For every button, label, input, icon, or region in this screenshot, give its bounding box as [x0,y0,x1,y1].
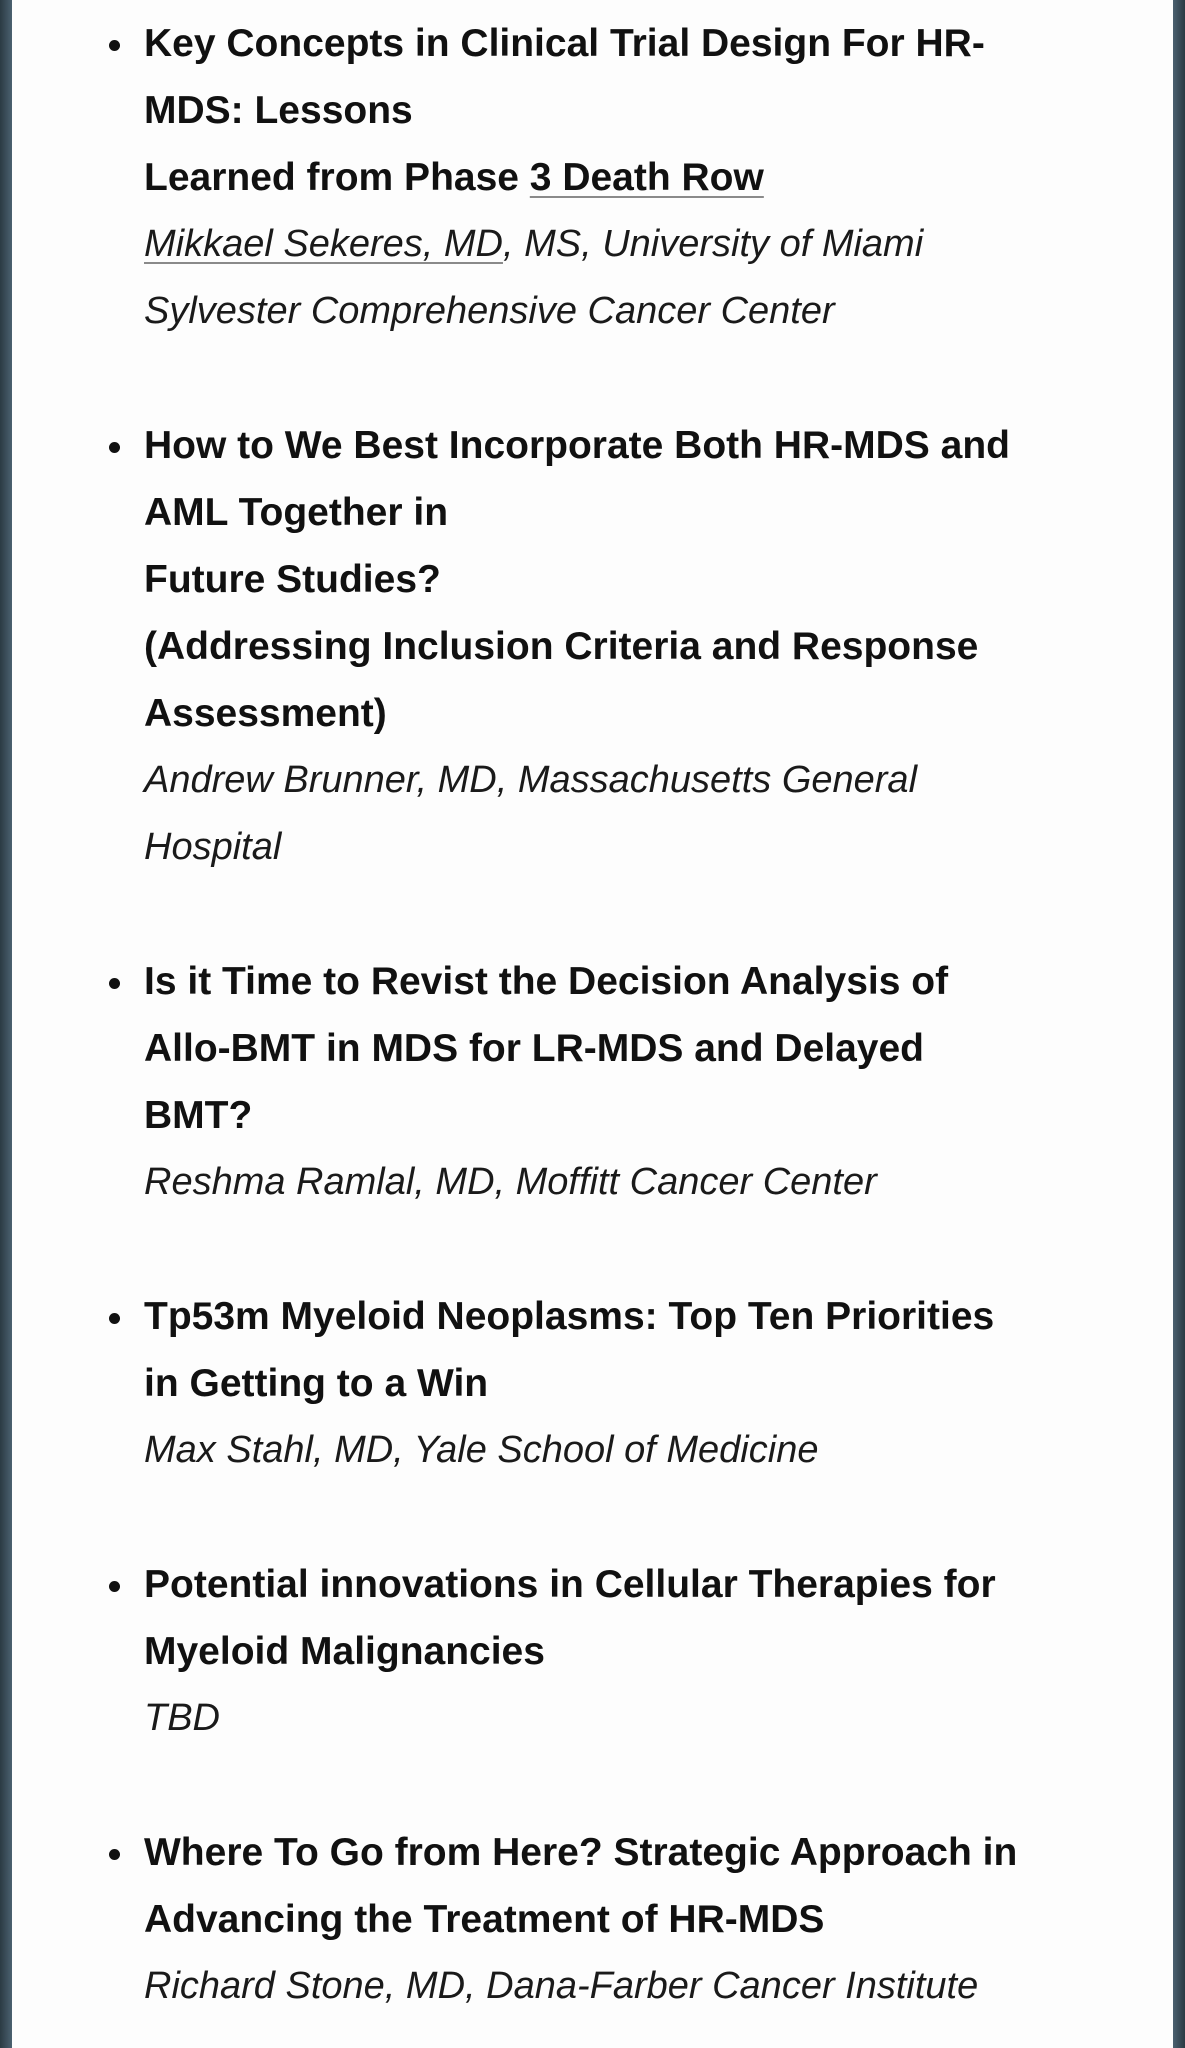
title-line: Tp53m Myeloid Neoplasms: Top Ten Priorities [144,1295,995,1338]
session-item-5 [144,1551,1134,1752]
title-line: Future Studies? [144,558,441,601]
title-line: Is it Time to Revist the Decision Analysis of [144,960,949,1003]
session-title [144,1551,1134,1685]
speaker-link[interactable]: Mikkael Sekeres, MD [144,223,503,265]
title-line: Allo-BMT in MDS for LR-MDS and Delayed [144,1027,924,1070]
speaker-line [144,211,1134,278]
speaker-info [144,1685,1134,1752]
title-line: AML Together in [144,491,449,534]
title-line [144,144,1134,211]
session-title [144,1819,1134,1953]
title-line: Myeloid Malignancies [144,1630,545,1673]
speaker-affiliation: , MS, University of Miami [502,223,924,265]
speaker-info [144,747,1134,881]
speaker-line: Hospital [144,826,282,868]
title-line: How to We Best Incorporate Both HR-MDS and [144,424,1010,467]
speaker-line: Richard Stone, MD, Dana-Farber Cancer Institute [144,1965,979,2007]
speaker-line: TBD [144,1697,220,1739]
title-line: (Addressing Inclusion Criteria and Response [144,625,979,668]
title-line: Potential innovations in Cellular Therapies for [144,1563,996,1606]
session-item-1 [144,10,1134,345]
title-line: Key Concepts in Clinical Trial Design For HR- [144,22,985,65]
right-background-edge [1173,0,1185,2048]
title-line: Where To Go from Here? Strategic Approach in [144,1831,1018,1874]
speaker-line: Reshma Ramlal, MD, Moffitt Cancer Center [144,1161,877,1203]
speaker-info [144,1953,1134,2020]
title-line: Advancing the Treatment of HR-MDS [144,1898,825,1941]
session-list [144,10,1134,2048]
speaker-line: Andrew Brunner, MD, Massachusetts General [144,759,918,801]
session-item-2 [144,412,1134,881]
speaker-info [144,211,1134,345]
session-title [144,10,1134,211]
title-line: BMT? [144,1094,253,1137]
session-title [144,948,1134,1149]
session-item-3 [144,948,1134,1216]
title-text: Learned from Phase [144,156,530,199]
session-item-6 [144,1819,1134,2020]
death-row-link[interactable]: 3 Death Row [529,156,764,199]
session-title [144,1283,1134,1417]
left-background-edge [0,0,12,2048]
speaker-info [144,1417,1134,1484]
session-title [144,412,1134,747]
session-item-4 [144,1283,1134,1484]
title-line: Assessment) [144,692,387,735]
title-line: MDS: Lessons [144,89,413,132]
speaker-info [144,1149,1134,1216]
title-line: in Getting to a Win [144,1362,489,1405]
speaker-line: Sylvester Comprehensive Cancer Center [144,290,835,332]
document-page[interactable] [12,0,1173,2048]
speaker-line: Max Stahl, MD, Yale School of Medicine [144,1429,819,1471]
